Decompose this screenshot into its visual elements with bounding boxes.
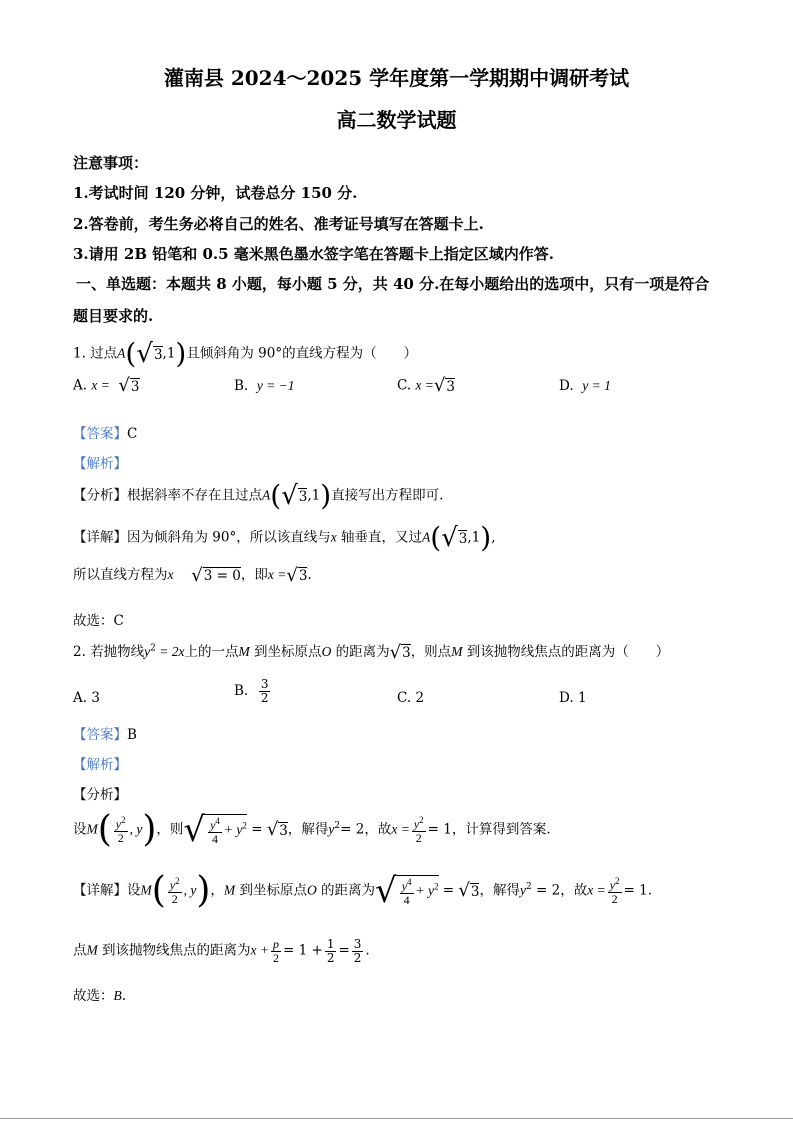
q1-detail: 【详解】因为倾斜角为 90°，所以该直线与x 轴垂直，又过A( √ 3 ,1),	[73, 521, 496, 554]
q1-answer: 【答案】C	[73, 426, 138, 442]
option-c: C. x = √ 3	[397, 375, 455, 396]
option-b: B. y = −1	[234, 378, 295, 394]
q1-choice: 故选：C	[73, 613, 124, 629]
exam-subtitle: 高二数学试题	[336, 108, 457, 132]
q2-option-a: A. 3	[73, 690, 100, 706]
option-d: D. y = 1	[559, 378, 611, 394]
q2-option-d: D. 1	[559, 690, 587, 706]
notice-item-1: 1.考试时间 120 分钟，试卷总分 150 分.	[73, 184, 358, 202]
question-1-stem: 1. 过点A( √ 3 ,1)且倾斜角为 90°的直线方程为（ ）	[73, 337, 418, 370]
exam-title: 灌南县 2024～2025 学年度第一学期期中调研考试	[163, 66, 630, 90]
q2-choice: 故选：B.	[73, 988, 127, 1004]
notice-item-3: 3.请用 2B 铅笔和 0.5 毫米黑色墨水签字笔在答题卡上指定区域内作答.	[73, 245, 554, 263]
q2-answer: 【答案】B	[73, 727, 137, 743]
q1-detail-line2: 所以直线方程为x √ 3 = 0 ，即x = √ 3 .	[73, 564, 312, 586]
section-heading-cont: 题目要求的.	[73, 307, 154, 325]
q2-analysis-tag: 【解析】	[73, 757, 127, 773]
section-heading: 一、单选题：本题共 8 小题，每小题 5 分，共 40 分.在每小题给出的选项中，只有一项是符合	[76, 275, 710, 293]
q2-fenxi-body: 设M( $\frac{y^2}{2}$ , y)，则 √ $\frac{y^4}{4}$ + $y^2$ = √ 3 ，解得$y^2= 2$，故x = $\frac{y^2}{2}$ = 1，计算得到答案.	[73, 809, 551, 850]
q2-detail: 【详解】设M( $\frac{y^2}{2}$ , y)，M 到坐标原点O 的距离为 √ $\frac{y^4}{4}$ + $y^2$ = √ 3 ，解得$y^2 = 2$，故x = $\frac{y^2}{2}$ = 1.	[73, 870, 653, 911]
notice-item-2: 2.答卷前，考生务必将自己的姓名、准考证号填写在答题卡上.	[73, 215, 484, 233]
q2-fenxi-tag: 【分析】	[73, 787, 127, 803]
option-a: A. x = √ 3	[73, 375, 140, 396]
q2-detail-last: 点M 到该抛物线焦点的距离为x + $\frac{p}{2}$ = 1 + $\frac{1}{2}$ = $\frac{3}{2}$ .	[73, 937, 370, 965]
q2-option-c: C. 2	[397, 690, 425, 706]
page-bottom-rule	[0, 1118, 793, 1119]
question-2-stem: 2. 若抛物线$y^2 = 2x$上的一点M 到坐标原点O 的距离为 √ 3 ，则点M 到该抛物线焦点的距离为（ ）	[73, 641, 670, 663]
q1-fenxi: 【分析】根据斜率不存在且过点A( √ 3 ,1)直接写出方程即可.	[73, 479, 444, 512]
q1-analysis-tag: 【解析】	[73, 456, 127, 472]
notice-heading: 注意事项：	[73, 154, 149, 172]
q2-option-b: B. $\frac{3}{2}$	[234, 677, 269, 705]
